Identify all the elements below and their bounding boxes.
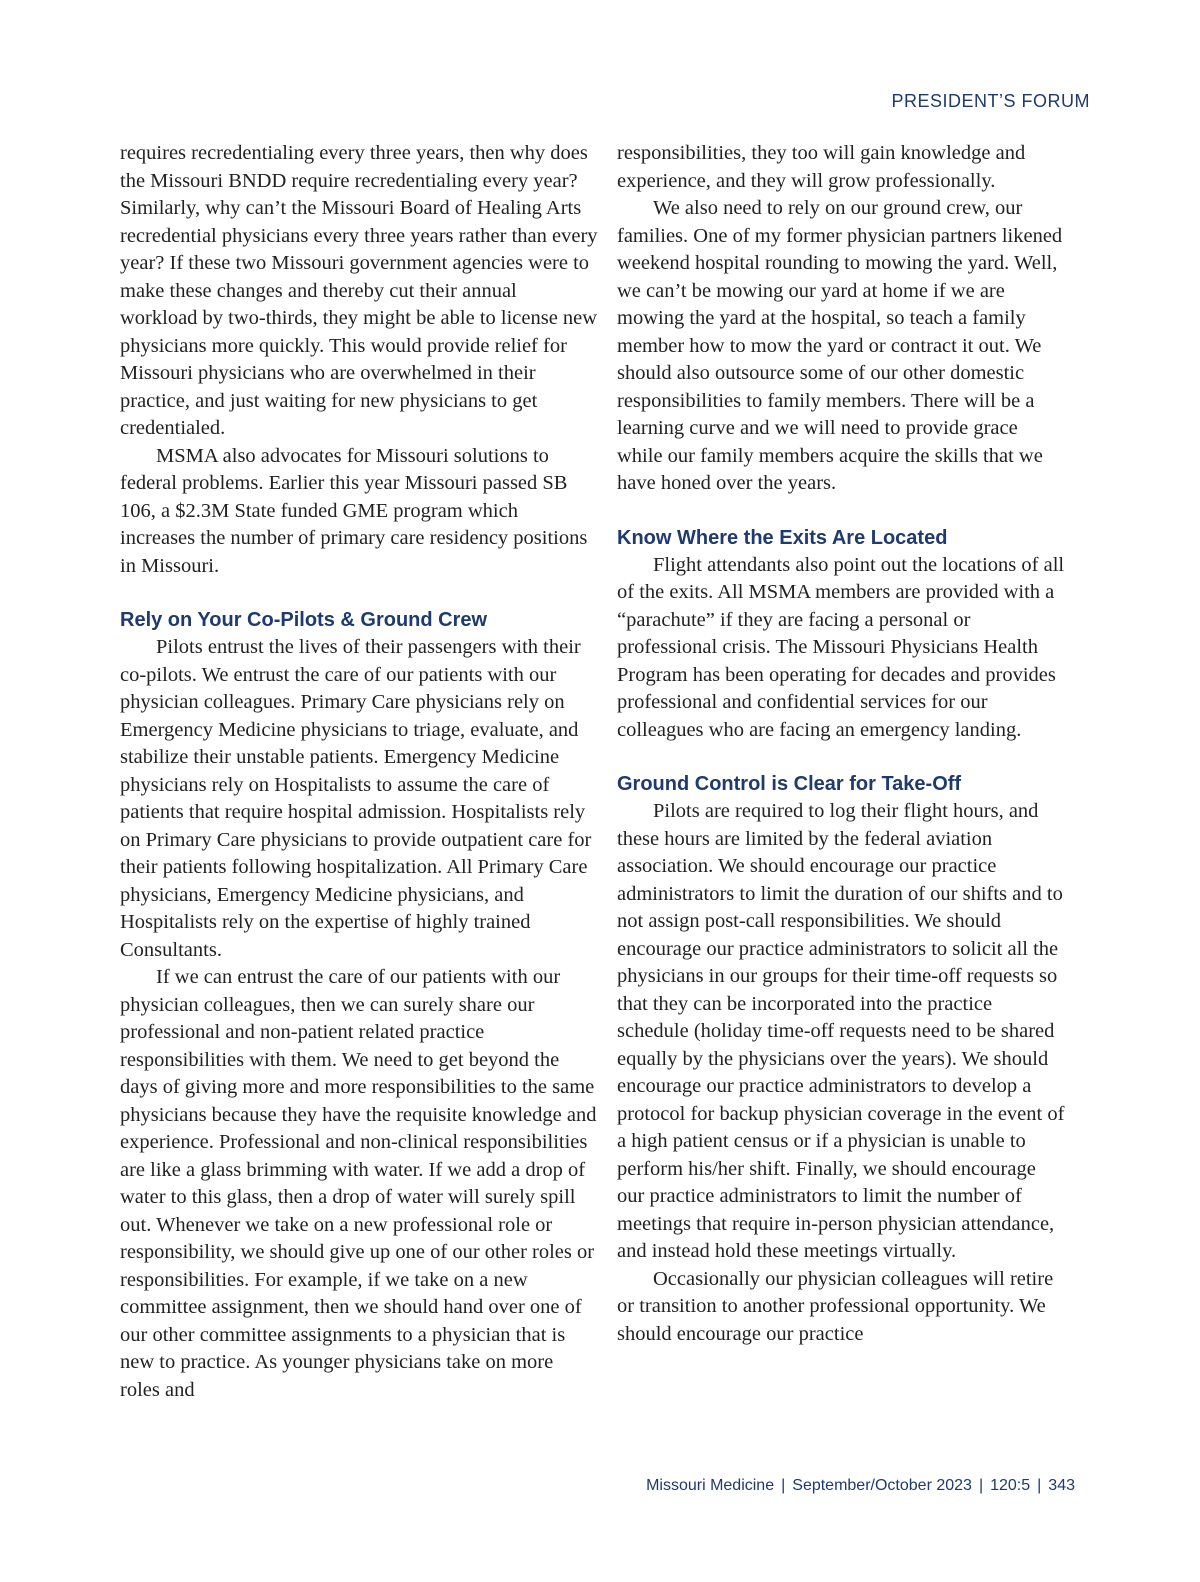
right-column [617, 140, 1067, 1348]
paragraph: requires recredentialing every three years, then why does the Missouri BNDD require recredentialing every year? Similarly, why can’t the Missouri Board of Healing Arts recredential physicians every three years rather than every year? If these two Missouri government agencies were to make these changes and thereby cut their annual workload by two-thirds, they might be able to license new physicians more quickly. This would provide relief for Missouri physicians who are overwhelmed in their practice, and just waiting for new physicians to get credentialed. [120, 142, 598, 439]
footer-separator: | [978, 1477, 984, 1494]
left-column [120, 140, 598, 1404]
paragraph: If we can entrust the care of our patients with our physician colleagues, then we can surely share our professional and non-patient related practice responsibilities with them. We need to get beyond the days of giving more and more responsibilities to the same physicians because they have the requisite knowledge and experience. Professional and non-clinical responsibilities are like a glass brimming with water. If we add a drop of water to this glass, then a drop of water will surely spill out. Whenever we take on a new professional role or responsibility, we should give up one of our other roles or responsibilities. For example, if we take on a new committee assignment, then we should hand over one of our other committee assignments to a physician that is new to practice. As younger physicians take on more roles and [120, 966, 597, 1401]
page-number: 343 [1048, 1477, 1075, 1494]
paragraph: Pilots entrust the lives of their passengers with their co-pilots. We entrust the care of our patients with our physician colleagues. Primary Care physicians rely on Emergency Medicine physicians to triage, evaluate, and stabilize their unstable patients. Emergency Medicine physicians rely on Hospitalists to assume the care of patients that require hospital admission. Hospitalists rely on Primary Care physicians to provide outpatient care for their patients following hospitalization. All Primary Care physicians, Emergency Medicine physicians, and Hospitalists rely on the expertise of highly trained Consultants. [120, 636, 592, 961]
section-heading: Rely on Your Co-Pilots & Ground Crew [120, 609, 488, 631]
volume-number: 120:5 [990, 1477, 1031, 1494]
footer-separator: | [781, 1477, 786, 1494]
paragraph: Pilots are required to log their flight hours, and these hours are limited by the federal aviation association. We should encourage our practice administrators to limit the duration of our shifts and to not assign post-call responsibilities. We should encourage our practice administrators to solicit all the physicians in our groups for their time-off requests so that they can be incorporated into the practice schedule (holiday time-off requests need to be shared equally by the physicians over the years). We should encourage our practice administrators to develop a protocol for backup physician coverage in the event of a high patient census or if a physician is unable to perform his/her shift. Finally, we should encourage our practice administrators to limit the number of meetings that require in-person physician attendance, and instead hold these meetings virtually. [617, 800, 1065, 1262]
section-heading: Know Where the Exits Are Located [617, 526, 948, 549]
paragraph: Occasionally our physician colleagues will retire or transition to another professional opportunity. We should encourage our practice [617, 1267, 1054, 1345]
section-header: PRESIDENT’S FORUM [891, 91, 1090, 111]
section-heading: Ground Control is Clear for Take-Off [617, 773, 962, 795]
paragraph: MSMA also advocates for Missouri solutions to federal problems. Earlier this year Missouri passed SB 106, a $2.3M State funded GME program which increases the number of primary care residency positions in Missouri. [120, 444, 588, 577]
footer-separator: | [1037, 1477, 1042, 1494]
issue-date: September/October 2023 [792, 1477, 972, 1494]
page-footer [646, 1477, 1075, 1495]
paragraph: responsibilities, they too will gain knowledge and experience, and they will grow professionally. [617, 142, 1026, 192]
publication-name: Missouri Medicine [646, 1477, 775, 1494]
paragraph: We also need to rely on our ground crew, our families. One of my former physician partners likened weekend hospital rounding to mowing the yard. Well, we can’t be mowing our yard at home if we are mowing the yard at the hospital, so teach a family member how to mow the yard or contract it out. We should also outsource some of our other domestic responsibilities to family members. There will be a learning curve and we will need to provide grace while our family members acquire the skills that we have honed over the years. [617, 197, 1063, 494]
paragraph: Flight attendants also point out the locations of all of the exits. All MSMA members are provided with a “parachute” if they are facing a personal or professional crisis. The Missouri Physicians Health Program has been operating for decades and provides professional and confidential services for our colleagues who are facing an emergency landing. [617, 553, 1065, 741]
